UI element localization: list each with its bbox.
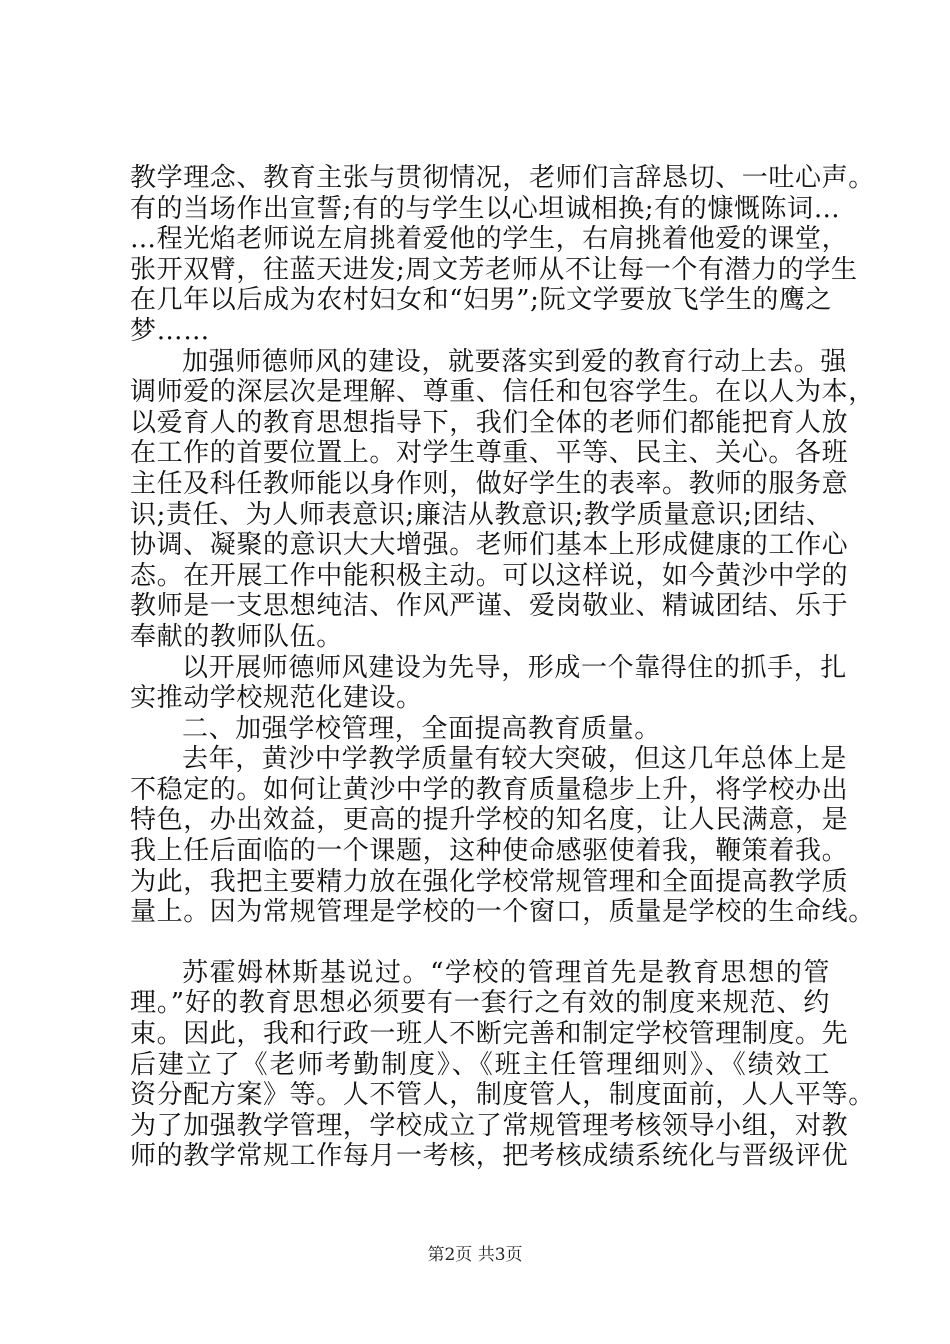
text-line: 以爱育人的教育思想指导下，我们全体的老师们都能把育人放 [130,407,849,438]
text-line: 梦…… [130,315,210,346]
text-line: 加强师德师风的建设，就要落实到爱的教育行动上去。强 [182,346,848,377]
text-line: 师的教学常规工作每月一考核，把考核成绩系统化与晋级评优 [130,1141,849,1172]
page-number-footer: 第2页 共3页 [427,1245,523,1265]
text-line: 资分配方案》等。人不管人，制度管人，制度面前，人人平等。 [130,1080,875,1111]
document-body [130,163,875,1172]
text-line: 在几年以后成为农村妇女和“妇男”;阮文学要放飞学生的鹰之 [130,285,833,316]
text-line: 主任及科任教师能以身作则，做好学生的表率。教师的服务意 [130,468,849,499]
text-line: 协调、凝聚的意识大大增强。老师们基本上形成健康的工作心 [130,530,849,561]
text-line: …程光焰老师说左肩挑着爱他的学生，右肩挑着他爱的课堂， [130,224,849,255]
paragraph-teacher-statements [130,163,875,347]
paragraph-gap [130,928,830,958]
paragraph-teacher-ethics [130,346,875,653]
text-line: 以开展师德师风建设为先导，形成一个靠得住的抓手，扎 [182,652,848,683]
text-line: 教师是一支思想纯洁、作风严谨、爱岗敬业、精诚团结、乐于 [130,591,849,622]
paragraph-ethics-guidance [130,652,848,714]
text-line: 不稳定的。如何让黄沙中学的教育质量稳步上升，将学校办出 [130,774,849,805]
text-line: 实推动学校规范化建设。 [130,683,423,714]
text-line: 束。因此，我和行政一班人不断完善和制定学校管理制度。先 [130,1019,849,1050]
text-line: 调师爱的深层次是理解、尊重、信任和包容学生。在以人为本， [130,377,875,408]
text-line: 教学理念、教育主张与贯彻情况，老师们言辞恳切、一吐心声。 [130,163,875,193]
text-line: 在工作的首要位置上。对学生尊重、平等、民主、关心。各班 [130,438,849,469]
text-line: 张开双臂，往蓝天进发;周文芳老师从不让每一个有潜力的学生 [130,254,858,285]
paragraph-teaching-quality [130,744,875,928]
text-line: 去年，黄沙中学教学质量有较大突破，但这几年总体上是 [182,744,848,775]
text-line: 量上。因为常规管理是学校的一个窗口，质量是学校的生命线。 [130,897,875,928]
text-line: 为了加强教学管理，学校成立了常规管理考核领导小组，对教 [130,1110,849,1141]
text-line: 后建立了《老师考勤制度》、《班主任管理细则》、《绩效工 [130,1049,830,1080]
text-line: 识;责任、为人师表意识;廉洁从教意识;教学质量意识;团结、 [130,499,833,530]
text-line: 有的当场作出宣誓;有的与学生以心坦诚相换;有的慷慨陈词… [130,193,841,224]
text-line: 苏霍姆林斯基说过。“学校的管理首先是教育思想的管 [182,957,830,988]
text-line: 特色，办出效益，更高的提升学校的知名度，让人民满意，是 [130,805,849,836]
paragraph-management-system [130,957,875,1172]
text-line: 为此，我把主要精力放在强化学校常规管理和全面提高教学质 [130,866,849,897]
text-line: 我上任后面临的一个课题，这种使命感驱使着我，鞭策着我。 [130,836,849,867]
text-line: 态。在开展工作中能积极主动。可以这样说，如今黄沙中学的 [130,560,849,591]
section-heading: 二、加强学校管理，全面提高教育质量。 [182,713,661,744]
text-line: 理。”好的教育思想必须要有一套行之有效的制度来规范、约 [130,988,830,1019]
text-line: 奉献的教师队伍。 [130,621,343,652]
